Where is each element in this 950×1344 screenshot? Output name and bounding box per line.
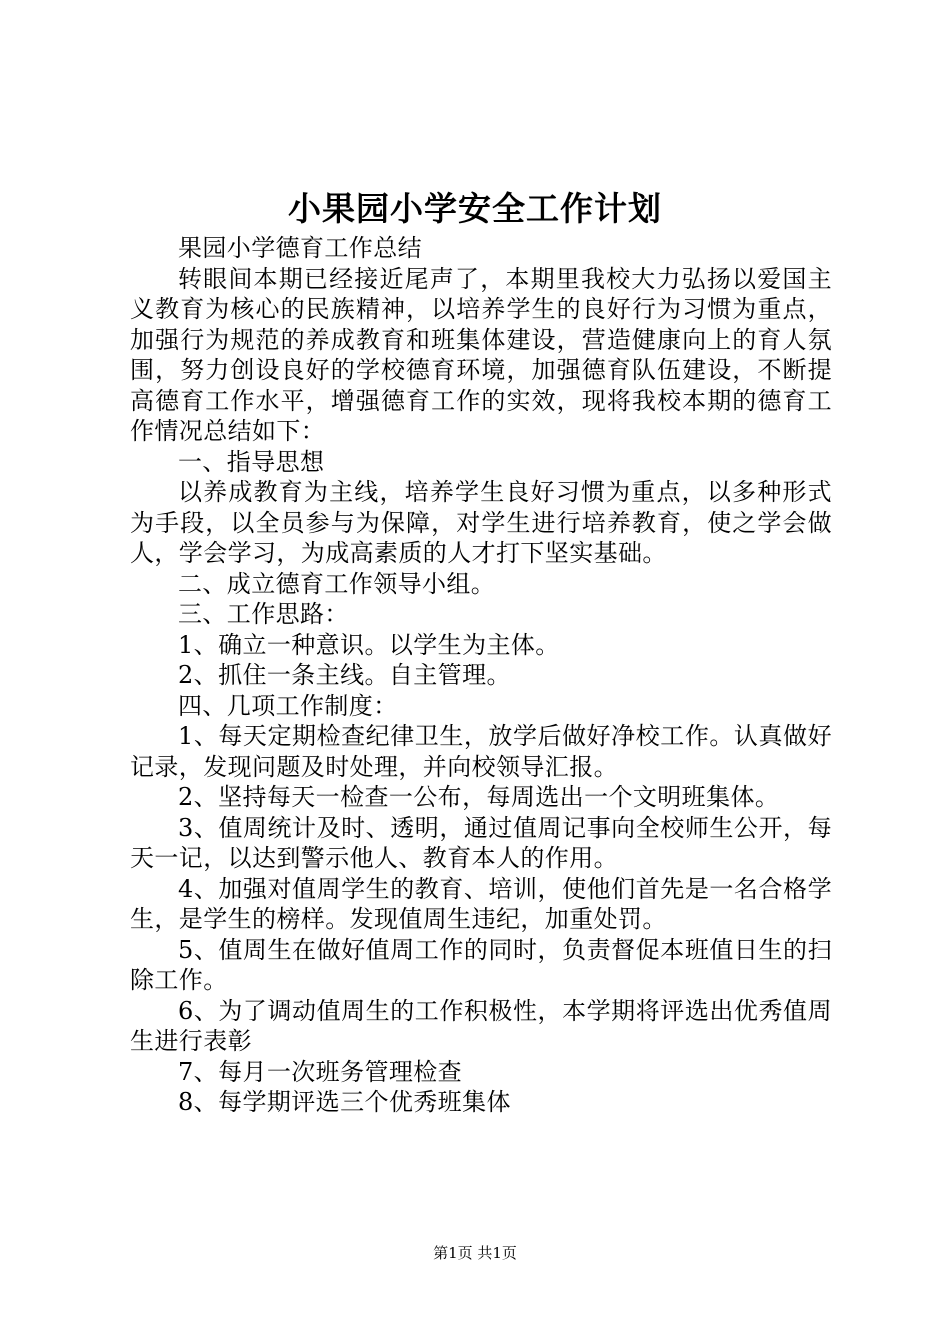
section-heading: 三、工作思路： [178,600,349,628]
list-item: 4、加强对值周学生的教育、培训，使他们首先是一名合格学生，是学生的榜样。发现值周生违纪，加重处罚。 [130,874,832,933]
page-footer: 第1页 共1页 [433,1244,517,1262]
paragraph: 以养成教育为主线，培养学生良好习惯为重点，以多种形式为手段，以全员参与为保障，对学生进行培养教育，使之学会做人，学会学习，为成高素质的人才打下坚实基础。 [130,478,832,567]
document-body [130,233,832,1118]
paragraph: 转眼间本期已经接近尾声了，本期里我校大力弘扬以爱国主义教育为核心的民族精神，以培养学生的良好行为习惯为重点，加强行为规范的养成教育和班集体建设，营造健康向上的育人氛围，努力创设良好的学校德育环境，加强德育队伍建设，不断提高德育工作水平，增强德育工作的实效，现将我校本期的德育工作情况总结如下： [130,264,832,445]
list-item: 2、坚持每天一检查一公布，每周选出一个文明班集体。 [178,783,780,811]
list-item: 3、值周统计及时、透明，通过值周记事向全校师生公开，每天一记，以达到警示他人、教育本人的作用。 [130,813,832,872]
list-item: 1、每天定期检查纪律卫生，放学后做好净校工作。认真做好记录，发现问题及时处理，并向校领导汇报。 [130,722,832,781]
list-item: 6、为了调动值周生的工作积极性，本学期将评选出优秀值周生进行表彰 [130,996,832,1055]
section-heading: 二、成立德育工作领导小组。 [178,569,496,598]
section-heading: 一、指导思想 [178,447,325,476]
list-item: 8、每学期评选三个优秀班集体 [178,1088,511,1116]
list-item: 1、确立一种意识。以学生为主体。 [178,630,560,659]
document-title: 小果园小学安全工作计划 [288,189,662,228]
section-heading: 四、几项工作制度： [178,691,398,720]
paragraph: 果园小学德育工作总结 [178,234,422,262]
list-item: 5、值周生在做好值周工作的同时，负责督促本班值日生的扫除工作。 [130,935,832,994]
list-item: 2、抓住一条主线。自主管理。 [178,661,511,689]
list-item: 7、每月一次班务管理检查 [178,1057,463,1086]
